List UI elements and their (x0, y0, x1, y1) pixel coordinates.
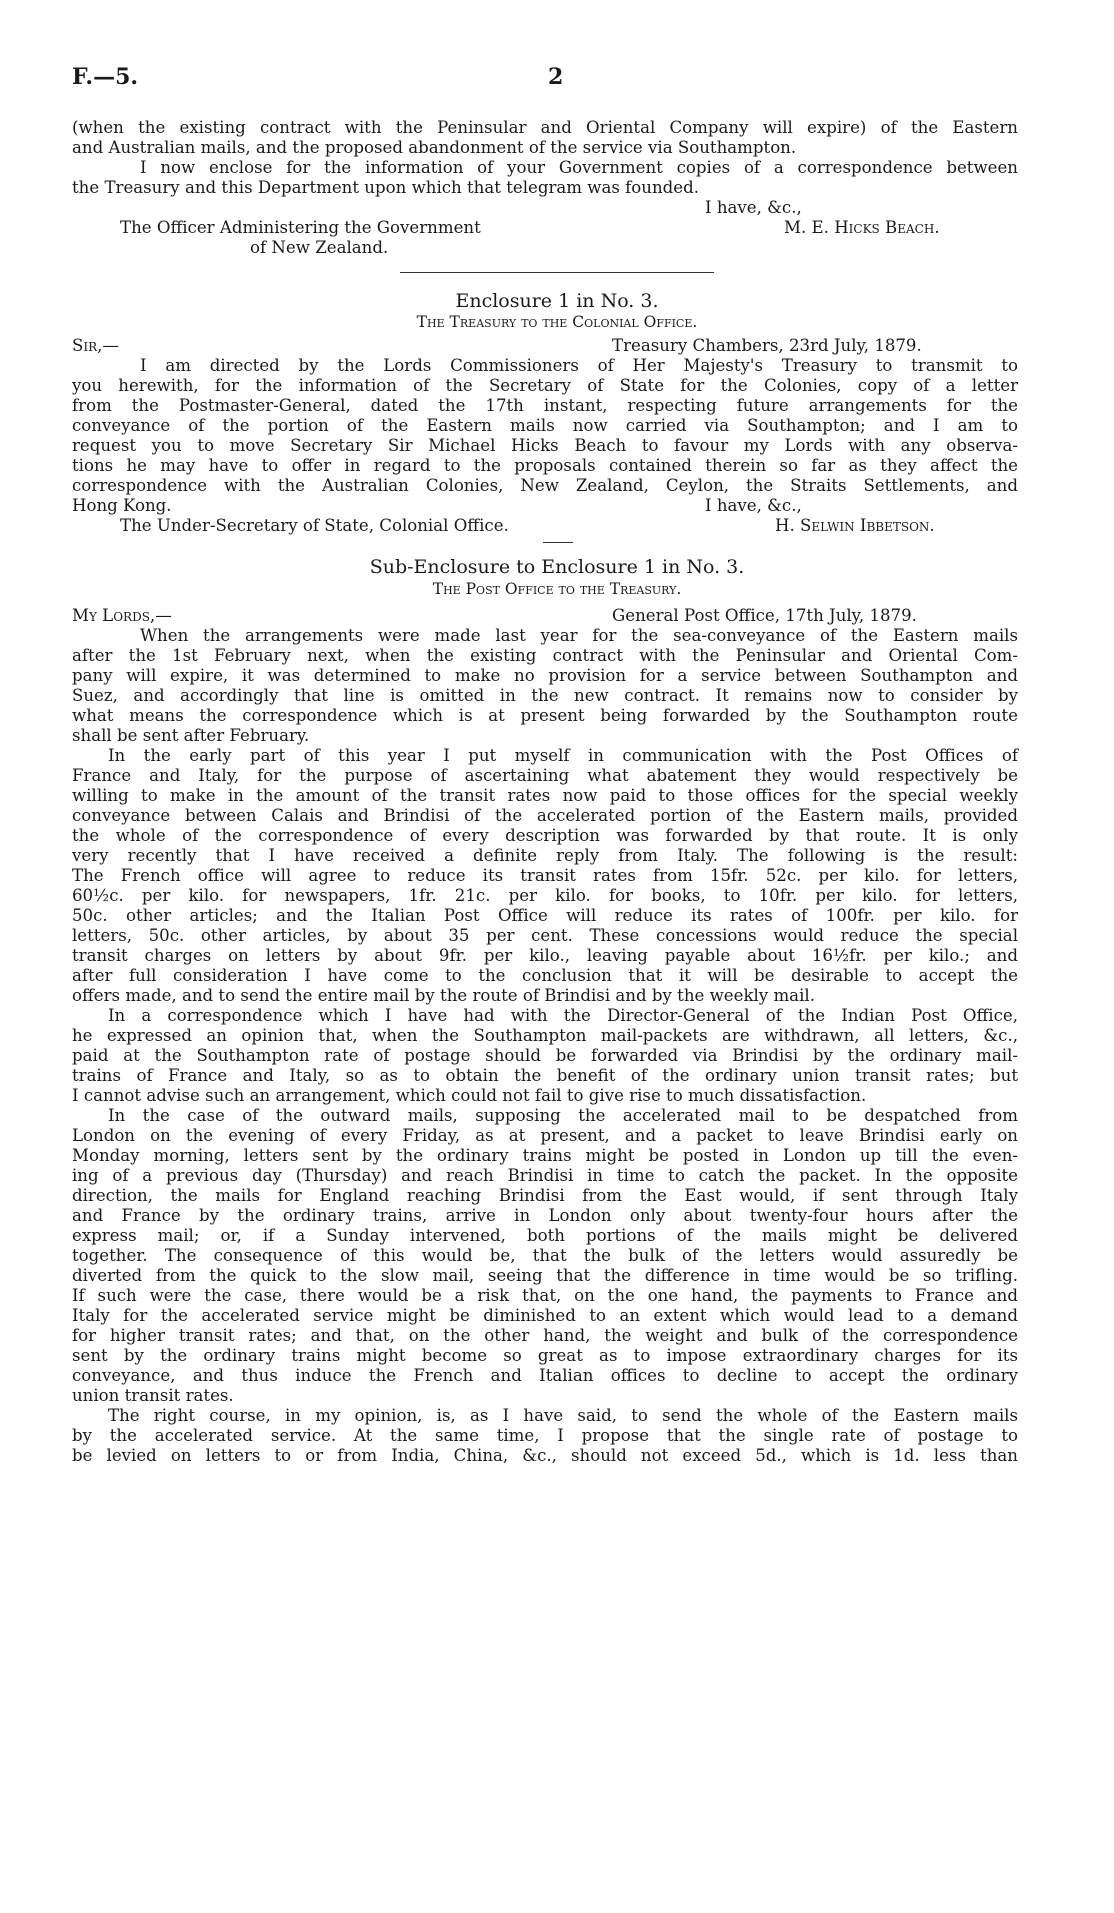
text-line: what means the correspondence which is at present being forwarded by the Southampton route (72, 706, 1018, 725)
text-line: the whole of the correspondence of every description was forwarded by that route. It is only (72, 826, 1018, 845)
section-divider (400, 272, 714, 273)
text-line: In the early part of this year I put myself in communication with the Post Offices of (108, 746, 1018, 765)
text-line: and Australian mails, and the proposed abandonment of the service via Southampton. (72, 138, 797, 157)
text-line: from the Postmaster-General, dated the 17th instant, respecting future arrangements for the (72, 396, 1018, 415)
text-line: direction, the mails for England reaching Brindisi from the East would, if sent through Italy (72, 1186, 1018, 1205)
text-line: Suez, and accordingly that line is omitted in the new contract. It remains now to consider by (72, 686, 1018, 705)
text-line: he expressed an opinion that, when the Southampton mail-packets are withdrawn, all letters, &c., (72, 1026, 1018, 1045)
text-line: shall be sent after February. (72, 726, 310, 745)
text-line: for higher transit rates; and that, on the other hand, the weight and bulk of the correspondence (72, 1326, 1018, 1345)
text-line: conveyance of the portion of the Eastern mails now carried via Southampton; and I am to (72, 416, 1018, 435)
text-line: by the accelerated service. At the same time, I propose that the single rate of postage to (72, 1426, 1018, 1445)
text-line: correspondence with the Australian Colonies, New Zealand, Ceylon, the Straits Settlements, and (72, 476, 1018, 495)
signature: H. Selwin Ibbetson. (775, 516, 935, 535)
text-line: after full consideration I have come to the conclusion that it will be desirable to accept the (72, 966, 1018, 985)
text-line: sent by the ordinary trains might become so great as to impose extraordinary charges for its (72, 1346, 1018, 1365)
text-line: the Treasury and this Department upon which that telegram was founded. (72, 178, 700, 197)
text-line: conveyance between Calais and Brindisi of the accelerated portion of the Eastern mails, provided (72, 806, 1018, 825)
text-line: In a correspondence which I have had with the Director-General of the Indian Post Office, (108, 1006, 1018, 1025)
text-line: tions he may have to offer in regard to the proposals contained therein so far as they affect the (72, 456, 1018, 475)
text-line: I now enclose for the information of your Government copies of a correspondence between (140, 158, 1018, 177)
text-line: and France by the ordinary trains, arrive in London only about twenty-four hours after the (72, 1206, 1018, 1225)
document-reference: F.—5. (72, 64, 139, 90)
text-line: pany will expire, it was determined to make no provision for a service between Southampton and (72, 666, 1018, 685)
text-line: conveyance, and thus induce the French and Italian offices to decline to accept the ordinary (72, 1366, 1018, 1385)
text-line: ing of a previous day (Thursday) and reach Brindisi in time to catch the packet. In the opposite (72, 1166, 1018, 1185)
text-line: offers made, and to send the entire mail by the route of Brindisi and by the weekly mail. (72, 986, 815, 1005)
text-line: Hong Kong. (72, 496, 172, 515)
text-line: The right course, in my opinion, is, as I have said, to send the whole of the Eastern mails (108, 1406, 1018, 1425)
signature: M. E. Hicks Beach. (784, 218, 940, 237)
dateline: General Post Office, 17th July, 1879. (612, 606, 917, 625)
text-line: express mail; or, if a Sunday intervened, both portions of the mails might be delivered (72, 1226, 1018, 1245)
recipient-line: of New Zealand. (250, 238, 389, 257)
text-line: together. The consequence of this would be, that the bulk of the letters would assuredly be (72, 1246, 1018, 1265)
text-line: In the case of the outward mails, supposing the accelerated mail to be despatched from (108, 1106, 1018, 1125)
text-line: be levied on letters to or from India, China, &c., should not exceed 5d., which is 1d. less than (72, 1446, 1018, 1465)
text-line: willing to make in the amount of the transit rates now paid to those offices for the special weekly (72, 786, 1018, 805)
text-line: Monday morning, letters sent by the ordinary trains might be posted in London up till the even- (72, 1146, 1018, 1165)
sub-enclosure-title: Sub-Enclosure to Enclosure 1 in No. 3. (369, 556, 745, 578)
text-line: transit charges on letters by about 9fr. per kilo., leaving payable about 16½fr. per kilo.; and (72, 946, 1018, 965)
text-line: (when the existing contract with the Peninsular and Oriental Company will expire) of the Eastern (72, 118, 1018, 137)
text-line: you herewith, for the information of the Secretary of State for the Colonies, copy of a letter (72, 376, 1018, 395)
text-line: request you to move Secretary Sir Michael Hicks Beach to favour my Lords with any observa- (72, 436, 1018, 455)
text-line: very recently that I have received a definite reply from Italy. The following is the result: (72, 846, 1018, 865)
recipient-line: The Officer Administering the Government (120, 218, 481, 237)
text-line: France and Italy, for the purpose of ascertaining what abatement they would respectively be (72, 766, 1018, 785)
salutation: My Lords,— (72, 606, 172, 625)
page-number: 2 (548, 64, 564, 90)
salutation: Sir,— (72, 336, 120, 355)
text-line: diverted from the quick to the slow mail, seeing that the difference in time would be so trifling. (72, 1266, 1018, 1285)
text-line: union transit rates. (72, 1386, 234, 1405)
text-line: letters, 50c. other articles, by about 35 per cent. These concessions would reduce the special (72, 926, 1018, 945)
text-line: I cannot advise such an arrangement, which could not fail to give rise to much dissatisfaction. (72, 1086, 867, 1105)
closing-formula: I have, &c., (705, 198, 802, 217)
sub-enclosure-subtitle: The Post Office to the Treasury. (432, 580, 682, 598)
section-divider (543, 542, 573, 543)
text-line: London on the evening of every Friday, as at present, and a packet to leave Brindisi early on (72, 1126, 1018, 1145)
text-line: after the 1st February next, when the existing contract with the Peninsular and Oriental Com- (72, 646, 1018, 665)
dateline: Treasury Chambers, 23rd July, 1879. (612, 336, 922, 355)
text-line: Italy for the accelerated service might be diminished to an extent which would lead to a demand (72, 1306, 1018, 1325)
enclosure-subtitle: The Treasury to the Colonial Office. (416, 313, 698, 331)
text-line: trains of France and Italy, so as to obtain the benefit of the ordinary union transit rates; but (72, 1066, 1018, 1085)
text-line: I am directed by the Lords Commissioners of Her Majesty's Treasury to transmit to (140, 356, 1018, 375)
text-line: paid at the Southampton rate of postage should be forwarded via Brindisi by the ordinary mail- (72, 1046, 1018, 1065)
text-line: If such were the case, there would be a risk that, on the one hand, the payments to France and (72, 1286, 1018, 1305)
recipient-line: The Under-Secretary of State, Colonial Office. (120, 516, 509, 535)
text-line: The French office will agree to reduce its transit rates from 15fr. 52c. per kilo. for letters, (72, 866, 1018, 885)
text-line: 50c. other articles; and the Italian Post Office will reduce its rates of 100fr. per kilo. for (72, 906, 1018, 925)
text-line: When the arrangements were made last year for the sea-conveyance of the Eastern mails (140, 626, 1018, 645)
closing-formula: I have, &c., (705, 496, 802, 515)
enclosure-title: Enclosure 1 in No. 3. (455, 290, 659, 312)
text-line: 60½c. per kilo. for newspapers, 1fr. 21c. per kilo. for books, to 10fr. per kilo. for letters, (72, 886, 1018, 905)
